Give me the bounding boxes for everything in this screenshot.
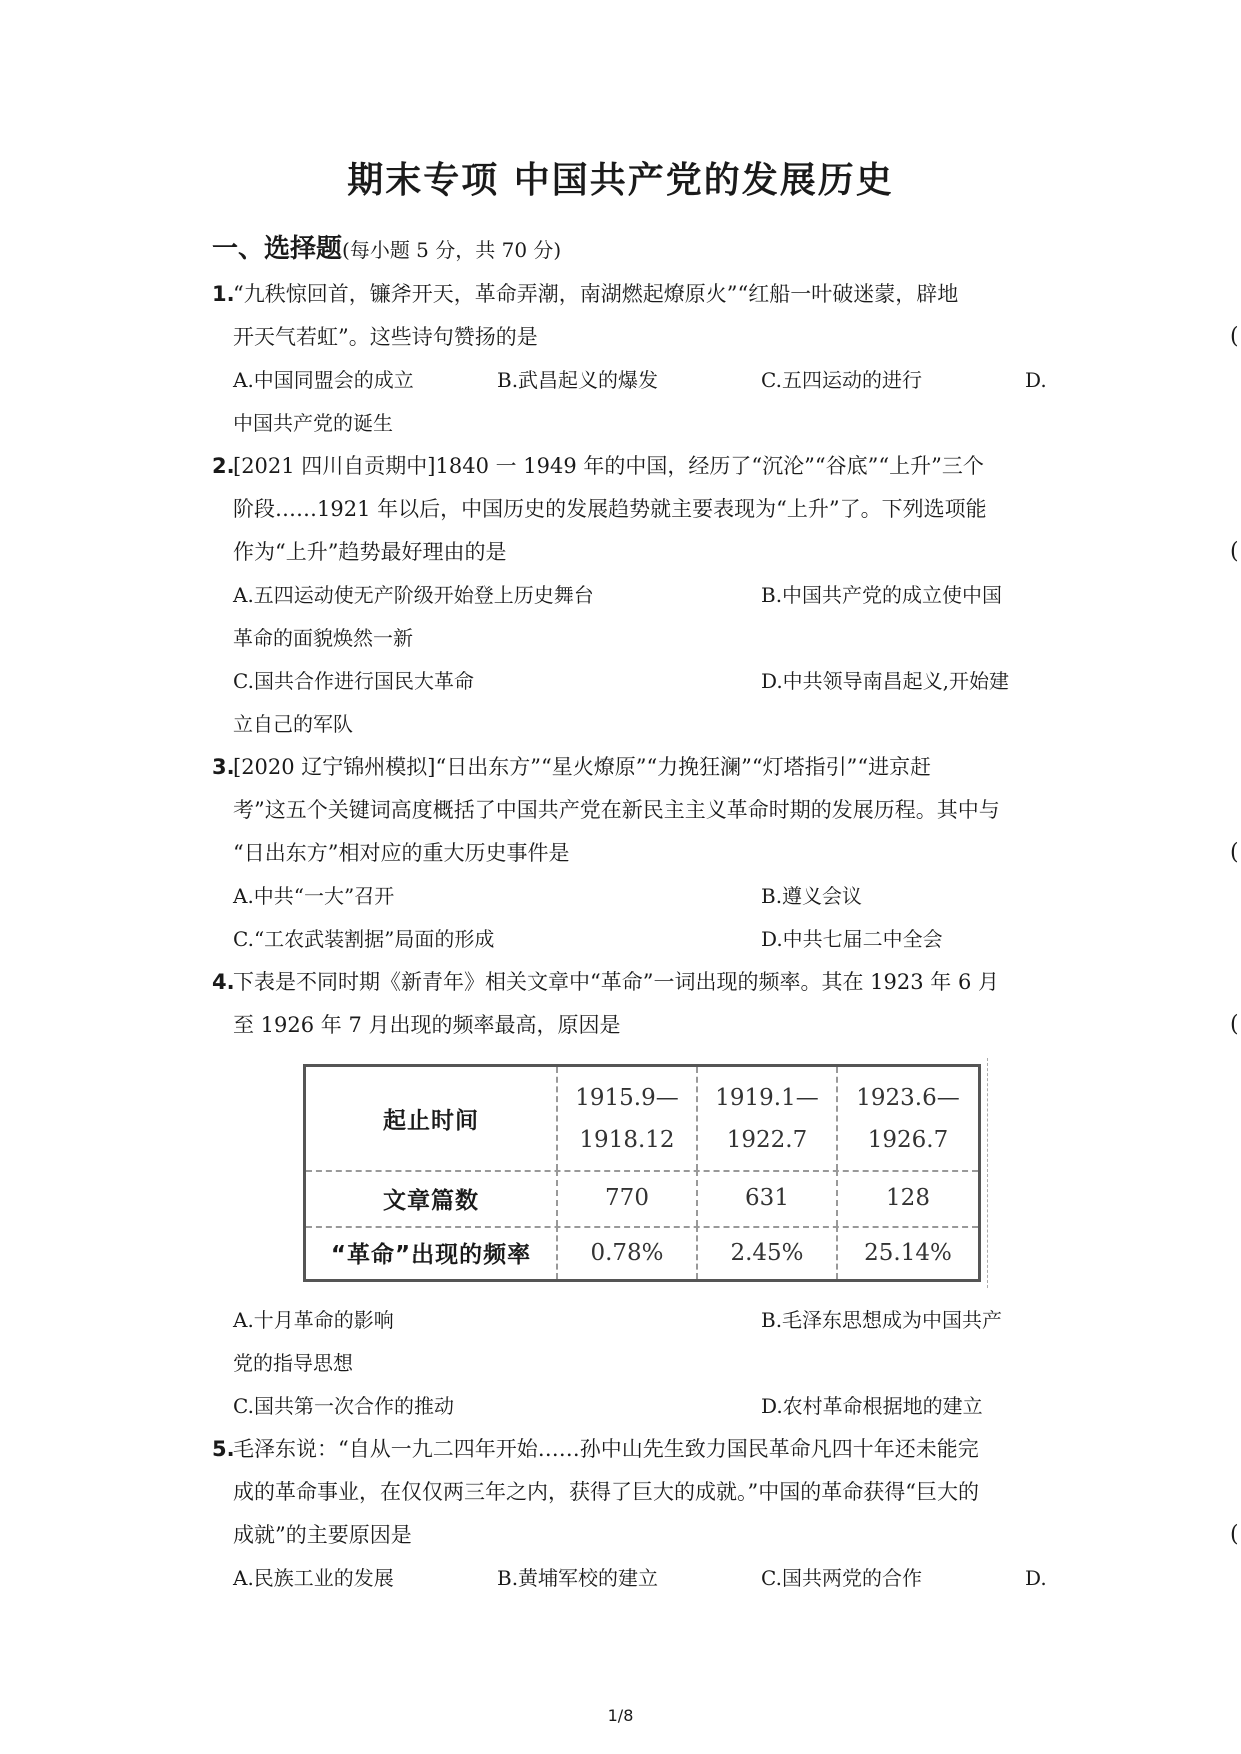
option-b: B.中国共产党的成立使中国 — [761, 583, 1003, 607]
question-text-line: 至 1926 年 7 月出现的频率最高，原因是 — [233, 1013, 621, 1037]
option-c: C.国共两党的合作 — [761, 1566, 922, 1590]
question-text-line: 考”这五个关键词高度概括了中国共产党在新民主主义革命时期的发展历程。其中与 — [233, 798, 1000, 822]
table-row — [306, 1067, 978, 1172]
option-d: D. — [1025, 368, 1047, 392]
question-text-line: 毛泽东说：“自从一九二四年开始……孙中山先生致力国民革命凡四十年还未能完 — [233, 1437, 979, 1461]
option-d: D.农村革命根据地的建立 — [761, 1394, 983, 1418]
frequency-cell: 2.45% — [698, 1226, 838, 1279]
count-cell: 128 — [886, 1185, 930, 1211]
answer-paren: ( — [1230, 1522, 1239, 1547]
answer-paren: ( — [1230, 1012, 1239, 1037]
question-text-line: [2020 辽宁锦州模拟]“日出东方”“星火燎原”“力挽狂澜”“灯塔指引”“进京赶 — [233, 755, 932, 779]
frequency-cell: 25.14% — [864, 1239, 952, 1266]
answer-paren: ( — [1230, 840, 1239, 865]
option-d: D.中共七届二中全会 — [761, 927, 943, 951]
option-b-text: 党的指导思想 — [233, 1351, 353, 1375]
section-score-note: (每小题 5 分，共 70 分) — [342, 238, 562, 262]
question-text-line: 下表是不同时期《新青年》相关文章中“革命”一词出现的频率。其在 1923 年 6 月 — [233, 970, 999, 994]
page-number: 1/8 — [607, 1706, 634, 1725]
answer-paren: ( — [1230, 539, 1239, 564]
option-a: A.中共“一大”召开 — [233, 884, 395, 908]
table-row — [306, 1170, 978, 1228]
option-b: B.武昌起义的爆发 — [497, 368, 659, 392]
question-number: 3. — [212, 755, 235, 779]
frequency-cell: 0.78% — [558, 1226, 698, 1279]
count-cell: 770 — [558, 1170, 698, 1226]
question-number: 4. — [212, 970, 235, 994]
option-b-text: 革命的面貌焕然一新 — [233, 626, 413, 650]
option-c: C.五四运动的进行 — [761, 368, 922, 392]
question-text-line: 成的革命事业，在仅仅两三年之内，获得了巨大的成就。”中国的革命获得“巨大的 — [233, 1480, 979, 1504]
option-b: B.黄埔军校的建立 — [497, 1566, 659, 1590]
option-a: A.五四运动使无产阶级开始登上历史舞台 — [233, 583, 594, 607]
frequency-table — [303, 1064, 981, 1282]
option-d: D. — [1025, 1566, 1047, 1590]
option-c: C.国共第一次合作的推动 — [233, 1394, 454, 1418]
option-c: C.国共合作进行国民大革命 — [233, 669, 474, 693]
question-number: 2. — [212, 454, 235, 478]
option-a: A.十月革命的影响 — [233, 1308, 394, 1332]
page-title: 期末专项 中国共产党的发展历史 — [347, 160, 894, 201]
question-text-line: 开天气若虹”。这些诗句赞扬的是 — [233, 325, 538, 349]
option-b: B.毛泽东思想成为中国共产 — [761, 1308, 1003, 1332]
question-number: 1. — [212, 282, 235, 306]
question-number: 5. — [212, 1437, 235, 1461]
option-a: A.民族工业的发展 — [233, 1566, 394, 1590]
question-text-line: [2021 四川自贡期中]1840 一 1949 年的中国，经历了“沉沦”“谷底”“上升”三个 — [233, 454, 984, 478]
table-row — [306, 1226, 978, 1279]
row-header-period: 起止时间 — [306, 1067, 558, 1170]
option-d-text: 中国共产党的诞生 — [233, 411, 393, 435]
scan-edge-line — [987, 1058, 988, 1288]
question-text-line: “日出东方”相对应的重大历史事件是 — [233, 841, 570, 865]
option-a: A.中国同盟会的成立 — [233, 368, 414, 392]
row-header-count: 文章篇数 — [306, 1170, 558, 1226]
row-header-frequency: “革命”出现的频率 — [306, 1226, 558, 1279]
period-cell: 1915.9— 1918.12 — [558, 1067, 698, 1170]
option-d: D.中共领导南昌起义,开始建 — [761, 669, 1010, 693]
option-b: B.遵义会议 — [761, 884, 863, 908]
question-text-line: 作为“上升”趋势最好理由的是 — [233, 540, 507, 564]
section-heading — [212, 228, 561, 265]
period-cell: 1919.1— 1922.7 — [698, 1067, 838, 1170]
question-text-line: 阶段……1921 年以后，中国历史的发展趋势就主要表现为“上升”了。下列选项能 — [233, 497, 987, 521]
count-cell: 631 — [698, 1170, 838, 1226]
period-cell: 1923.6— 1926.7 — [856, 1084, 960, 1153]
option-d-text: 立自己的军队 — [233, 712, 353, 736]
question-text-line: “九秩惊回首，镰斧开天，革命弄潮，南湖燃起燎原火”“红船一叶破迷蒙，辟地 — [233, 282, 959, 306]
question-text-line: 成就”的主要原因是 — [233, 1523, 412, 1547]
answer-paren: ( — [1230, 324, 1239, 349]
option-c: C.“工农武装割据”局面的形成 — [233, 927, 495, 951]
section-title: 一、选择题 — [212, 234, 343, 264]
